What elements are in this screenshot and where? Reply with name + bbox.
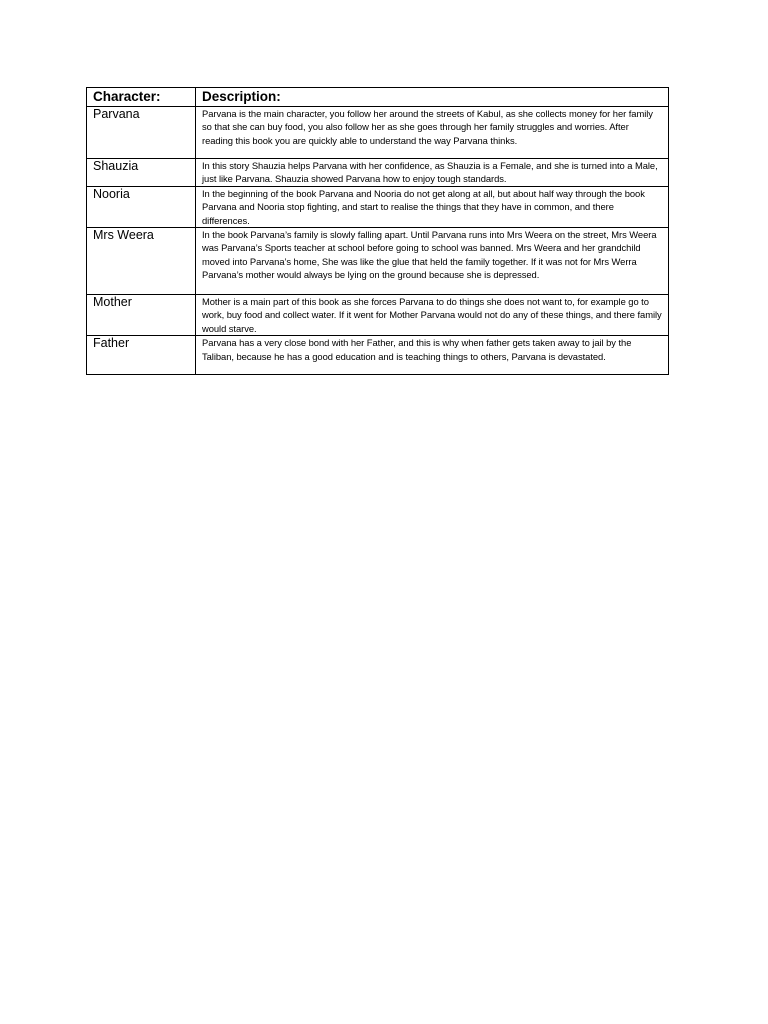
header-description: Description: [196,88,669,107]
character-name: Parvana [87,107,196,159]
table-row [87,107,669,159]
table-header-row [87,88,669,107]
character-description: Mother is a main part of this book as she forces Parvana to do things she does not want to, for example go to work, buy food and collect water. If it went for Mother Parvana would not do any of these things, and there family would starve. [196,295,669,336]
character-description: In the beginning of the book Parvana and Nooria do not get along at all, but about half way through the book Parvana and Nooria stop fighting, and start to realise the things that they have in common, and there differences. [196,186,669,227]
table-row [87,159,669,187]
table-row [87,336,669,375]
character-description: Parvana has a very close bond with her Father, and this is why when father gets taken away to jail by the Taliban, because he has a good education and is teaching things to others, Parvana is devastated. [196,336,669,375]
character-name: Mother [87,295,196,336]
character-name: Father [87,336,196,375]
table-row [87,295,669,336]
header-character: Character: [87,88,196,107]
character-name: Mrs Weera [87,228,196,295]
table-row [87,186,669,227]
character-name: Shauzia [87,159,196,187]
character-description: In the book Parvana’s family is slowly falling apart. Until Parvana runs into Mrs Weera on the street, Mrs Weera was Parvana’s Sports teacher at school before going to school was banned. Mrs Weera and her grandchild moved into Parvana’s home, She was like the glue that held the family together. If it was not for Mrs Werra Parvana’s mother would always be lying on the ground because she is depressed. [196,228,669,295]
table-row [87,228,669,295]
character-description: In this story Shauzia helps Parvana with her confidence, as Shauzia is a Female, and she is turned into a Male, just like Parvana. Shauzia showed Parvana how to enjoy tough standards. [196,159,669,187]
character-table [86,87,669,375]
character-name: Nooria [87,186,196,227]
character-description: Parvana is the main character, you follow her around the streets of Kabul, as she collects money for her family so that she can buy food, you also follow her as she goes through her family struggles and worries. After reading this book you are quickly able to understand the way Parvana thinks. [196,107,669,159]
